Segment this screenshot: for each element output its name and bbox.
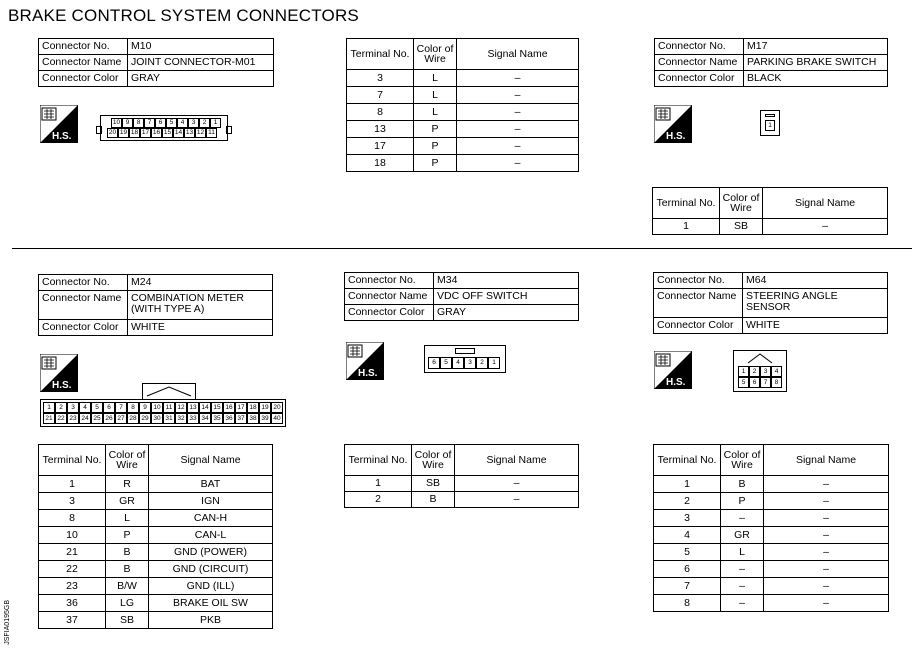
signal-name-cell: GND (POWER) <box>149 544 273 561</box>
terminal-no-cell: 6 <box>654 561 721 578</box>
pin: 6 <box>749 377 760 388</box>
pin: 14 <box>199 402 211 413</box>
pin: 8 <box>771 377 782 388</box>
pin: 6 <box>428 357 440 369</box>
header-signal-name: Signal Name <box>149 445 273 476</box>
wire-color-cell: L <box>106 510 149 527</box>
label-connector-color: Connector Color <box>654 318 743 334</box>
m24-connector-name: COMBINATION METER (WITH TYPE A) <box>128 291 273 320</box>
pin: 36 <box>223 413 235 424</box>
wire-color-cell: – <box>721 561 764 578</box>
pin: 5 <box>738 377 749 388</box>
terminal-no-cell: 3 <box>347 70 414 87</box>
pin: 30 <box>151 413 163 424</box>
pin: 13 <box>187 402 199 413</box>
signal-name-cell: – <box>764 527 889 544</box>
label-connector-no: Connector No. <box>39 275 128 291</box>
pin: 3 <box>464 357 476 369</box>
table-row <box>347 104 579 121</box>
pin: 29 <box>139 413 151 424</box>
signal-name-cell: – <box>764 493 889 510</box>
signal-name-cell: – <box>457 138 579 155</box>
pin: 4 <box>452 357 464 369</box>
m17-connector-color: BLACK <box>744 71 888 87</box>
header-color-of-wire: Color of Wire <box>412 445 455 476</box>
pin: 20 <box>108 129 117 136</box>
m64-connector-name: STEERING ANGLE SENSOR <box>743 289 888 318</box>
m10-connector-face <box>100 115 228 141</box>
m64-connector-color: WHITE <box>743 318 888 334</box>
header-color-of-wire: Color of Wire <box>414 39 457 70</box>
pin: 5 <box>440 357 452 369</box>
pin: 34 <box>199 413 211 424</box>
table-row <box>39 476 273 493</box>
signal-name-cell: GND (ILL) <box>149 578 273 595</box>
svg-text:H.S.: H.S. <box>52 131 72 142</box>
svg-text:H.S.: H.S. <box>666 377 686 388</box>
wire-color-cell: LG <box>106 595 149 612</box>
header-color-of-wire: Color of Wire <box>106 445 149 476</box>
terminal-no-cell: 1 <box>653 219 720 235</box>
m24-connector-latch <box>142 383 196 399</box>
figure-code: JSFIA0195GB <box>4 600 11 645</box>
pin: 1 <box>765 120 775 131</box>
terminal-no-cell: 23 <box>39 578 106 595</box>
pin: 1 <box>43 402 55 413</box>
wire-color-cell: GR <box>721 527 764 544</box>
terminal-no-cell: 36 <box>39 595 106 612</box>
table-row <box>345 476 579 492</box>
pin: 23 <box>67 413 79 424</box>
section-divider <box>12 248 912 249</box>
signal-name-cell: BRAKE OIL SW <box>149 595 273 612</box>
label-connector-color: Connector Color <box>345 305 434 321</box>
terminal-no-cell: 5 <box>654 544 721 561</box>
pin: 2 <box>749 366 760 377</box>
signal-name-cell: – <box>764 561 889 578</box>
table-row <box>345 492 579 508</box>
header-terminal-no: Terminal No. <box>653 188 720 219</box>
pin: 16 <box>152 129 161 136</box>
wire-color-cell: P <box>414 155 457 172</box>
header-terminal-no: Terminal No. <box>39 445 106 476</box>
pin: 3 <box>67 402 79 413</box>
svg-text:H.S.: H.S. <box>52 380 72 391</box>
pin: 21 <box>43 413 55 424</box>
m34-connector-color: GRAY <box>434 305 579 321</box>
pin: 28 <box>127 413 139 424</box>
wire-color-cell: SB <box>412 476 455 492</box>
table-row <box>347 70 579 87</box>
pin: 3 <box>188 118 199 128</box>
pin: 1 <box>210 118 221 128</box>
label-connector-color: Connector Color <box>39 320 128 336</box>
pin: 4 <box>79 402 91 413</box>
pin: 32 <box>175 413 187 424</box>
table-row <box>347 121 579 138</box>
hs-harness-side-icon <box>654 105 692 143</box>
pin: 2 <box>55 402 67 413</box>
terminal-no-cell: 17 <box>347 138 414 155</box>
wire-color-cell: P <box>414 138 457 155</box>
pin: 4 <box>177 118 188 128</box>
signal-name-cell: – <box>457 121 579 138</box>
m17-connector-face <box>760 110 780 136</box>
wire-color-cell: L <box>414 87 457 104</box>
pin: 11 <box>163 402 175 413</box>
terminal-no-cell: 21 <box>39 544 106 561</box>
terminal-no-cell: 2 <box>345 492 412 508</box>
table-row <box>347 87 579 104</box>
pin: 6 <box>155 118 166 128</box>
pin: 27 <box>115 413 127 424</box>
m34-info-table <box>344 272 579 321</box>
m10-connector-color: GRAY <box>128 71 274 87</box>
terminal-no-cell: 1 <box>345 476 412 492</box>
wire-color-cell: – <box>721 510 764 527</box>
pin: 6 <box>103 402 115 413</box>
pin: 5 <box>166 118 177 128</box>
wire-color-cell: L <box>414 70 457 87</box>
pin: 22 <box>55 413 67 424</box>
m34-connector-no: M34 <box>434 273 579 289</box>
wire-color-cell: B <box>106 561 149 578</box>
table-row <box>654 527 889 544</box>
table-row <box>39 578 273 595</box>
pin: 5 <box>91 402 103 413</box>
m64-connector-body <box>733 350 787 392</box>
m17-info-table <box>654 38 888 87</box>
pin: 39 <box>259 413 271 424</box>
m34-connector-body <box>424 345 506 373</box>
wire-color-cell: – <box>721 578 764 595</box>
signal-name-cell: IGN <box>149 493 273 510</box>
pin: 11 <box>206 128 217 138</box>
table-row <box>39 561 273 578</box>
header-terminal-no: Terminal No. <box>654 445 721 476</box>
terminal-no-cell: 7 <box>347 87 414 104</box>
signal-name-cell: – <box>764 544 889 561</box>
pin: 7 <box>115 402 127 413</box>
m64-terminal-table <box>653 444 889 612</box>
m34-connector-name: VDC OFF SWITCH <box>434 289 579 305</box>
label-connector-no: Connector No. <box>654 273 743 289</box>
pin: 33 <box>187 413 199 424</box>
wire-color-cell: B <box>412 492 455 508</box>
signal-name-cell: GND (CIRCUIT) <box>149 561 273 578</box>
label-connector-name: Connector Name <box>39 291 128 320</box>
label-connector-name: Connector Name <box>655 55 744 71</box>
signal-name-cell: – <box>457 87 579 104</box>
pin: 2 <box>476 357 488 369</box>
table-row <box>39 493 273 510</box>
label-connector-color: Connector Color <box>39 71 128 87</box>
header-signal-name: Signal Name <box>763 188 888 219</box>
pin: 38 <box>247 413 259 424</box>
pin: 10 <box>112 119 121 126</box>
pin: 8 <box>133 118 144 128</box>
m10-terminal-table <box>346 38 579 172</box>
terminal-no-cell: 1 <box>39 476 106 493</box>
terminal-no-cell: 22 <box>39 561 106 578</box>
pin: 20 <box>271 402 283 413</box>
m17-connector-name: PARKING BRAKE SWITCH <box>744 55 888 71</box>
svg-text:H.S.: H.S. <box>358 368 378 379</box>
wire-color-cell: GR <box>106 493 149 510</box>
signal-name-cell: – <box>763 219 888 235</box>
pin: 3 <box>760 366 771 377</box>
m24-connector-no: M24 <box>128 275 273 291</box>
page-title: BRAKE CONTROL SYSTEM CONNECTORS <box>8 6 359 25</box>
pin: 12 <box>196 129 205 136</box>
wire-color-cell: B <box>106 544 149 561</box>
m24-connector-color: WHITE <box>128 320 273 336</box>
header-signal-name: Signal Name <box>455 445 579 476</box>
pin: 35 <box>211 413 223 424</box>
label-connector-color: Connector Color <box>655 71 744 87</box>
m10-connector-no: M10 <box>128 39 274 55</box>
m64-info-table <box>653 272 888 334</box>
pin: 4 <box>771 366 782 377</box>
pin: 18 <box>247 402 259 413</box>
pin: 15 <box>163 129 172 136</box>
table-row <box>654 510 889 527</box>
table-row <box>39 544 273 561</box>
wire-color-cell: B/W <box>106 578 149 595</box>
terminal-no-cell: 1 <box>654 476 721 493</box>
terminal-no-cell: 18 <box>347 155 414 172</box>
pin: 17 <box>141 129 150 136</box>
wire-color-cell: L <box>721 544 764 561</box>
table-row <box>347 138 579 155</box>
m10-info-table <box>38 38 274 87</box>
pin: 31 <box>163 413 175 424</box>
pin: 15 <box>211 402 223 413</box>
header-terminal-no: Terminal No. <box>345 445 412 476</box>
m64-connector-no: M64 <box>743 273 888 289</box>
label-connector-name: Connector Name <box>39 55 128 71</box>
header-signal-name: Signal Name <box>764 445 889 476</box>
wire-color-cell: – <box>721 595 764 612</box>
table-row <box>654 476 889 493</box>
wire-color-cell: L <box>414 104 457 121</box>
pin: 13 <box>185 129 194 136</box>
terminal-no-cell: 10 <box>39 527 106 544</box>
pin: 26 <box>103 413 115 424</box>
table-row <box>39 595 273 612</box>
signal-name-cell: – <box>455 476 579 492</box>
table-row <box>39 510 273 527</box>
wire-color-cell: P <box>414 121 457 138</box>
signal-name-cell: – <box>764 476 889 493</box>
pin: 9 <box>139 402 151 413</box>
hs-harness-side-icon <box>40 354 78 392</box>
signal-name-cell: – <box>457 104 579 121</box>
hs-harness-side-icon <box>40 105 78 143</box>
pin: 2 <box>199 118 210 128</box>
terminal-no-cell: 4 <box>654 527 721 544</box>
label-connector-no: Connector No. <box>345 273 434 289</box>
terminal-no-cell: 13 <box>347 121 414 138</box>
header-color-of-wire: Color of Wire <box>720 188 763 219</box>
m17-terminal-table <box>652 187 888 235</box>
signal-name-cell: CAN-H <box>149 510 273 527</box>
pin: 17 <box>235 402 247 413</box>
m34-terminal-table <box>344 444 579 508</box>
pin: 24 <box>79 413 91 424</box>
table-row <box>654 578 889 595</box>
table-row <box>654 595 889 612</box>
pin: 9 <box>122 118 133 128</box>
table-row <box>654 493 889 510</box>
pin: 14 <box>174 129 183 136</box>
signal-name-cell: PKB <box>149 612 273 629</box>
table-row <box>654 544 889 561</box>
pin: 7 <box>760 377 771 388</box>
pin: 7 <box>144 118 155 128</box>
label-connector-name: Connector Name <box>654 289 743 318</box>
pin: 40 <box>271 413 283 424</box>
label-connector-no: Connector No. <box>655 39 744 55</box>
terminal-no-cell: 8 <box>347 104 414 121</box>
signal-name-cell: – <box>764 578 889 595</box>
wire-color-cell: R <box>106 476 149 493</box>
signal-name-cell: – <box>764 595 889 612</box>
wire-color-cell: P <box>106 527 149 544</box>
signal-name-cell: – <box>455 492 579 508</box>
header-signal-name: Signal Name <box>457 39 579 70</box>
m24-connector-face <box>40 399 286 427</box>
pin: 19 <box>259 402 271 413</box>
hs-harness-side-icon <box>654 351 692 389</box>
terminal-no-cell: 7 <box>654 578 721 595</box>
pin: 16 <box>223 402 235 413</box>
wire-color-cell: P <box>721 493 764 510</box>
signal-name-cell: – <box>457 70 579 87</box>
pin: 25 <box>91 413 103 424</box>
pin: 1 <box>488 357 500 369</box>
signal-name-cell: – <box>764 510 889 527</box>
pin: 37 <box>235 413 247 424</box>
signal-name-cell: – <box>457 155 579 172</box>
pin: 19 <box>119 129 128 136</box>
table-row <box>347 155 579 172</box>
terminal-no-cell: 2 <box>654 493 721 510</box>
table-row <box>653 219 888 235</box>
pin: 12 <box>175 402 187 413</box>
header-terminal-no: Terminal No. <box>347 39 414 70</box>
wire-color-cell: SB <box>106 612 149 629</box>
label-connector-name: Connector Name <box>345 289 434 305</box>
svg-text:H.S.: H.S. <box>666 131 686 142</box>
pin: 10 <box>151 402 163 413</box>
signal-name-cell: CAN-L <box>149 527 273 544</box>
signal-name-cell: BAT <box>149 476 273 493</box>
terminal-no-cell: 37 <box>39 612 106 629</box>
m17-connector-no: M17 <box>744 39 888 55</box>
terminal-no-cell: 8 <box>654 595 721 612</box>
terminal-no-cell: 3 <box>654 510 721 527</box>
header-color-of-wire: Color of Wire <box>721 445 764 476</box>
m24-info-table <box>38 274 273 336</box>
terminal-no-cell: 3 <box>39 493 106 510</box>
pin: 18 <box>130 129 139 136</box>
terminal-no-cell: 8 <box>39 510 106 527</box>
m24-terminal-table <box>38 444 273 629</box>
pin: 1 <box>738 366 749 377</box>
wire-color-cell: B <box>721 476 764 493</box>
table-row <box>39 612 273 629</box>
m10-connector-name: JOINT CONNECTOR-M01 <box>128 55 274 71</box>
table-row <box>39 527 273 544</box>
label-connector-no: Connector No. <box>39 39 128 55</box>
pin: 8 <box>127 402 139 413</box>
table-row <box>654 561 889 578</box>
hs-harness-side-icon <box>346 342 384 380</box>
wire-color-cell: SB <box>720 219 763 235</box>
